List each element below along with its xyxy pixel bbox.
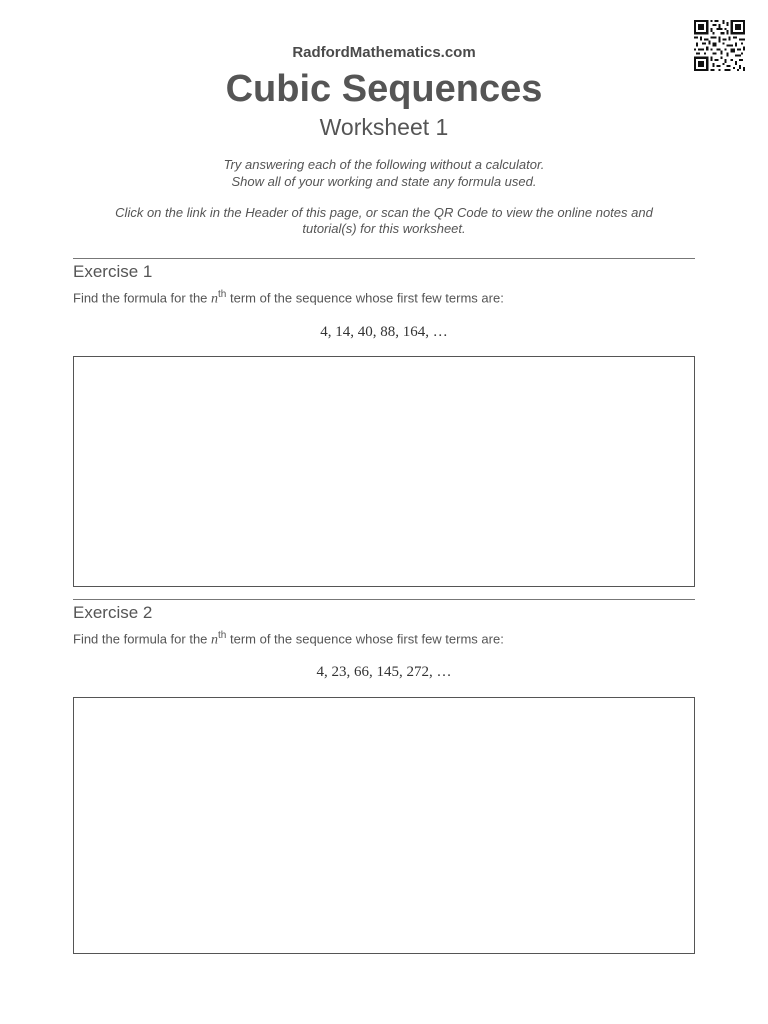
exercise-1-answer-box[interactable]: [73, 356, 695, 587]
exercise-2-prompt: Find the formula for the $n^{th}$ term of the sequence whose first few terms are:: [73, 630, 504, 648]
page-title: Cubic Sequences: [225, 68, 543, 110]
exercise-2-sequence: 4, 23, 66, 145, 272, …: [316, 664, 452, 680]
exercise-2-heading: Exercise 2: [73, 603, 153, 622]
instruction-line-3: Click on the link in the Header of this page, or scan the QR Code to view the online notes and: [115, 205, 653, 220]
exercise-1-sequence: 4, 14, 40, 88, 164, …: [320, 324, 448, 340]
instruction-line-4: tutorial(s) for this worksheet.: [302, 221, 466, 236]
exercise-2-answer-box[interactable]: [73, 697, 695, 954]
site-name[interactable]: RadfordMathematics.com: [292, 44, 476, 61]
divider: [73, 258, 695, 259]
exercise-1-heading: Exercise 1: [73, 262, 153, 281]
page-subtitle: Worksheet 1: [319, 114, 449, 140]
instruction-line-1: Try answering each of the following without a calculator.: [223, 157, 545, 172]
instruction-line-2: Show all of your working and state any formula used.: [231, 174, 537, 189]
exercise-1-prompt: Find the formula for the $n^{th}$ term of the sequence whose first few terms are:: [73, 289, 504, 307]
divider: [73, 599, 695, 600]
